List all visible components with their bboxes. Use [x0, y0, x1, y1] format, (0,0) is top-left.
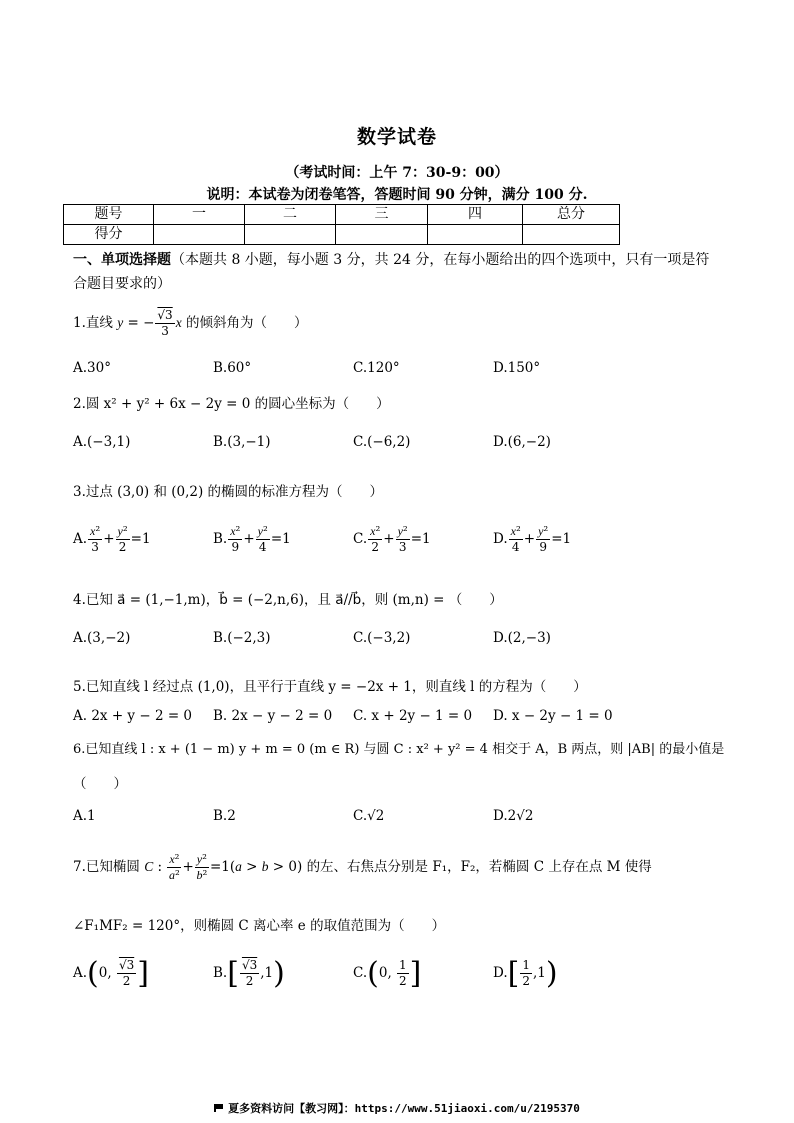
q5-option-c[interactable]: C. x + 2y − 1 = 0: [353, 708, 473, 724]
q2-option-c[interactable]: C.(−6,2): [353, 434, 411, 450]
q1-option-b[interactable]: B.60°: [213, 360, 252, 376]
q3-option-b[interactable]: B. $\frac{\text{x²}}{9}$ + $\frac{\text{y²}}{4}$ =1: [213, 524, 291, 554]
score-table: [63, 204, 620, 245]
q5-option-d[interactable]: D. x − 2y − 1 = 0: [493, 708, 613, 724]
q3-option-a[interactable]: A. $\frac{\text{x²}}{3}$ + $\frac{\text{y²}}{2}$ =1: [73, 524, 151, 554]
q2-option-b[interactable]: B.(3,−1): [213, 434, 271, 450]
section-1-header: [73, 248, 723, 296]
section-description: （本题共 8 小题，每小题 3 分，共 24 分，在每小题给出的四个选项中，只有一项是符合题目要求的）: [73, 252, 710, 292]
score-table-header-row: [64, 205, 620, 225]
q4-option-d[interactable]: D.(2,−3): [493, 630, 551, 646]
q7-option-a[interactable]: A.(0, $\frac{√3}{2}$ ]: [73, 956, 149, 991]
q1-option-c[interactable]: C.120°: [353, 360, 400, 376]
question-7-line2: ∠F₁MF₂ = 120°，则椭圆 C 离心率 e 的取值范围为（ ）: [73, 918, 446, 934]
q7-option-d[interactable]: D.[ $\frac{1}{2}$ ,1): [493, 956, 558, 991]
q2-option-d[interactable]: D.(6,−2): [493, 434, 551, 450]
score-cell[interactable]: [336, 225, 428, 245]
q6-option-d[interactable]: D.2√2: [493, 808, 534, 824]
q4-option-a[interactable]: A.(3,−2): [73, 630, 131, 646]
q5-option-b[interactable]: B. 2x − y − 2 = 0: [213, 708, 333, 724]
score-cell[interactable]: [523, 225, 620, 245]
question-5: 5.已知直线 l 经过点 (1,0)，且平行于直线 y = −2x + 1，则直线 l 的方程为（ ）: [73, 679, 587, 695]
score-header-cell: 三: [336, 205, 428, 225]
q7-option-b[interactable]: B.[ $\frac{√3}{2}$ ,1): [213, 956, 285, 991]
score-cell[interactable]: [428, 225, 523, 245]
q3-option-c[interactable]: C. $\frac{\text{x²}}{2}$ + $\frac{\text{y²}}{3}$ =1: [353, 524, 431, 554]
question-1: 1.直线 y = − $\frac{√3}{3}$ x 的倾斜角为（ ）: [73, 308, 308, 338]
question-3: 3.过点 (3,0) 和 (0,2) 的椭圆的标准方程为（ ）: [73, 484, 384, 500]
footer-link[interactable]: 夏多资料访问【教习网】：https://www.51jiaoxi.com/u/2195370: [0, 1100, 794, 1116]
q6-option-a[interactable]: A.1: [73, 808, 96, 824]
score-header-cell: 题号: [64, 205, 154, 225]
q1-option-d[interactable]: D.150°: [493, 360, 541, 376]
q2-option-a[interactable]: A.(−3,1): [73, 434, 131, 450]
score-cell[interactable]: [245, 225, 336, 245]
page-title: 数学试卷: [356, 126, 437, 148]
score-header-cell: 一: [154, 205, 245, 225]
q5-option-a[interactable]: A. 2x + y − 2 = 0: [73, 708, 193, 724]
score-row-label: 得分: [64, 225, 154, 245]
score-header-cell: 二: [245, 205, 336, 225]
flag-icon: [214, 1104, 224, 1112]
question-4: 4.已知 a⃗ = (1,−1,m)，b⃗ = (−2,n,6)，且 a⃗//b⃗，则 (m,n) = （ ）: [73, 592, 503, 608]
question-7: 7.已知椭圆 C : $\frac{\text{x²}}{\text{a²}}$ + $\frac{\text{y²}}{\text{b²}}$ =1(a > b > 0) 的左、右焦点分别是 F₁，F₂，若椭圆 C 上存在点 M 使得: [73, 852, 652, 882]
q4-option-b[interactable]: B.(−2,3): [213, 630, 271, 646]
score-header-cell: 四: [428, 205, 523, 225]
q7-option-c[interactable]: C.(0, $\frac{1}{2}$ ]: [353, 956, 422, 991]
q6-option-b[interactable]: B.2: [213, 808, 236, 824]
exam-time: （考试时间：上午 7：30-9：00）: [285, 165, 509, 181]
q1-option-a[interactable]: A.30°: [73, 360, 111, 376]
question-6: 6.已知直线 l : x + (1 − m) y + m = 0 (m ∈ R) 与圆 C : x² + y² = 4 相交于 A，B 两点，则 |AB| 的最小值是: [73, 742, 725, 757]
score-header-cell: 总分: [523, 205, 620, 225]
q4-option-c[interactable]: C.(−3,2): [353, 630, 411, 646]
score-cell[interactable]: [154, 225, 245, 245]
score-table-row: [64, 225, 620, 245]
q6-option-c[interactable]: C.√2: [353, 808, 385, 824]
section-heading: 一、单项选择题: [73, 252, 171, 268]
q3-option-d[interactable]: D. $\frac{\text{x²}}{4}$ + $\frac{\text{y²}}{9}$ =1: [493, 524, 572, 554]
question-2: 2.圆 x² + y² + 6x − 2y = 0 的圆心坐标为（ ）: [73, 396, 390, 412]
question-6-bracket: （ ）: [73, 776, 127, 792]
exam-note: 说明：本试卷为闭卷笔答，答题时间 90 分钟，满分 100 分.: [206, 187, 588, 203]
